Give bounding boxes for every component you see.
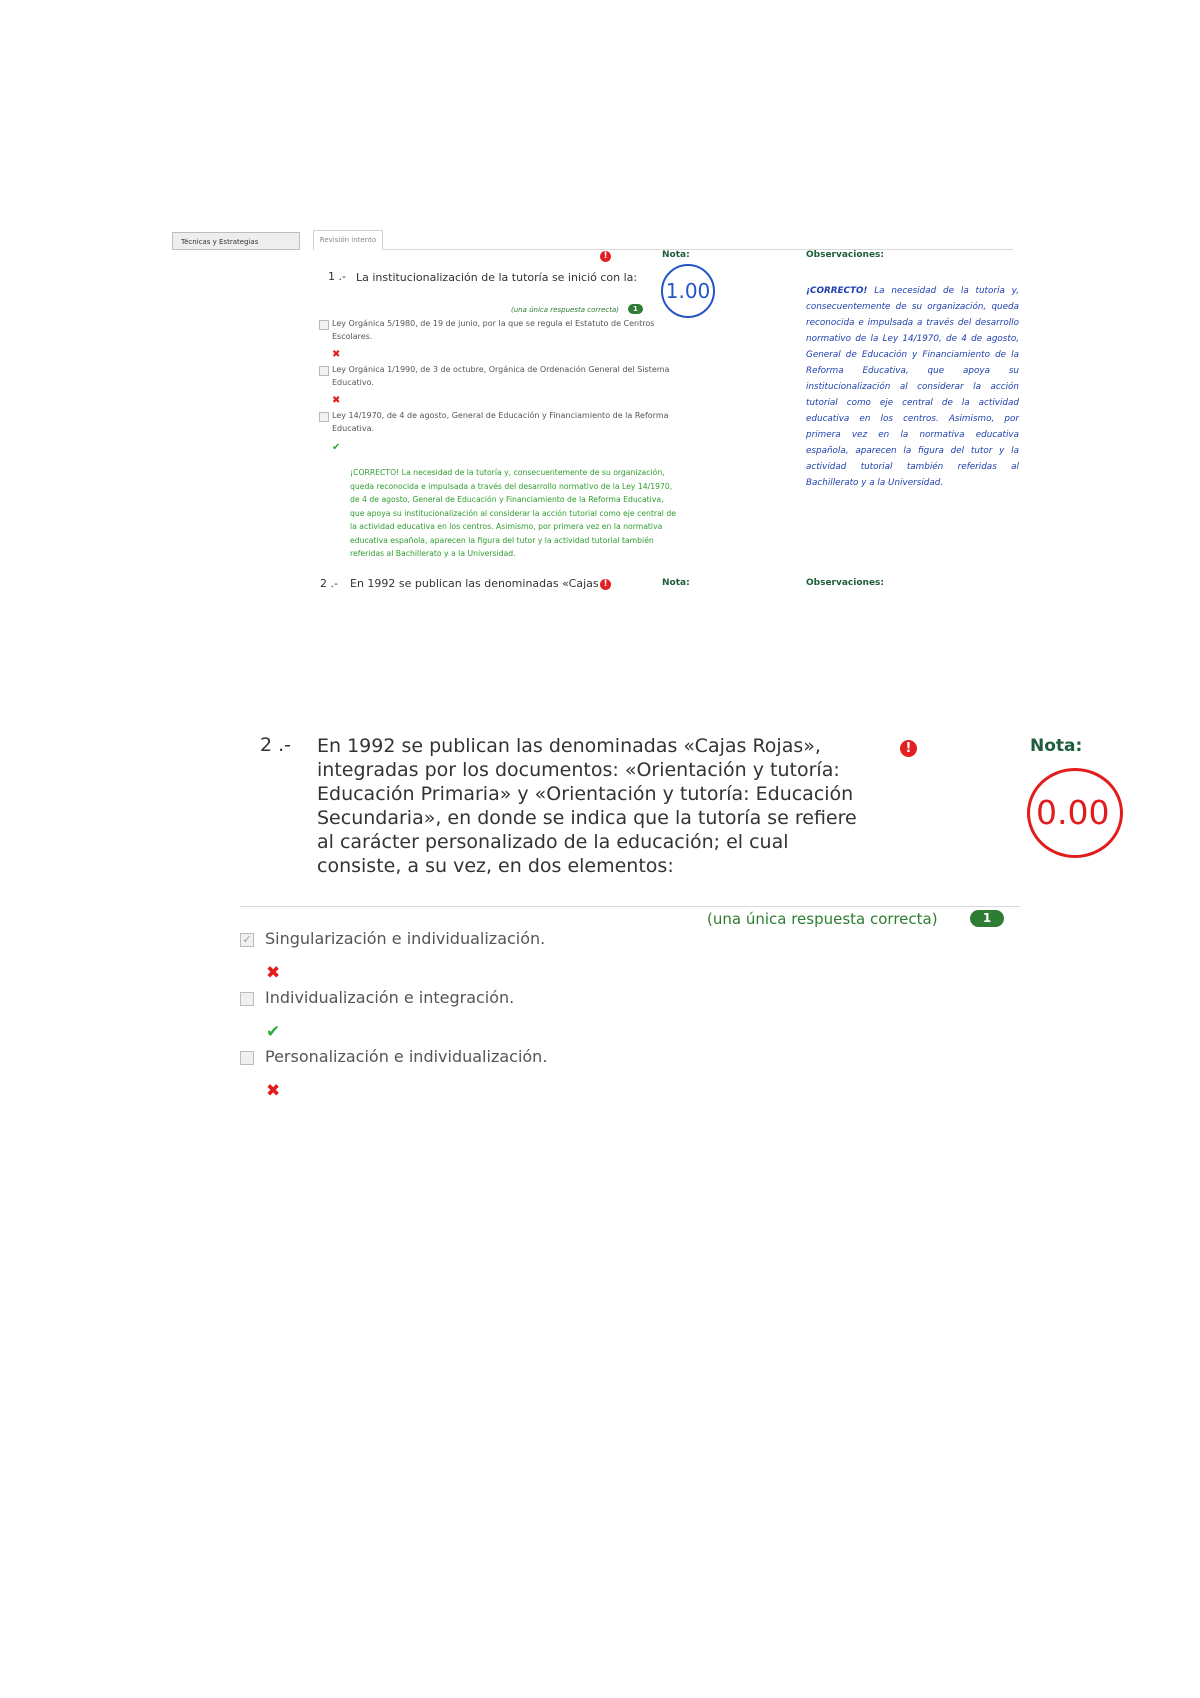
- option-checkbox[interactable]: [240, 1051, 254, 1065]
- cross-icon: ✖: [266, 963, 281, 983]
- alert-icon: !: [600, 579, 611, 590]
- option-checkbox[interactable]: [319, 412, 329, 422]
- grade-header: Nota:: [662, 578, 690, 588]
- option-label: Ley 14/1970, de 4 de agosto, General de Educación y Financiamiento de la Reforma Educativa.: [332, 411, 669, 433]
- option-label: Ley Orgánica 5/1980, de 19 de junio, por la que se regula el Estatuto de Centros Escolares.: [332, 319, 655, 341]
- option-checkbox-checked[interactable]: ✓: [240, 933, 254, 947]
- divider: [240, 906, 1020, 907]
- cross-icon: ✖: [332, 349, 341, 360]
- option-checkbox[interactable]: [319, 366, 329, 376]
- tab-review-attempt[interactable]: Revisión intento: [313, 230, 383, 250]
- quiz-review-screenshot-bottom: [240, 730, 1130, 1120]
- option-checkbox[interactable]: [240, 992, 254, 1006]
- answer-count-badge: 1: [628, 304, 643, 314]
- answer-hint: (una única respuesta correcta): [707, 910, 938, 928]
- observations-body: La necesidad de la tutoría y, consecuentemente de su organización, queda reconocida e impulsada a través del desarrollo normativo de la Ley 14/1970, de 4 de agosto, General de Educación y Financiamiento de la Reforma Educativa, que apoya su institucionalización al considerar la acción tutorial como eje central de la actividad educativa en los centros. Asimismo, por primera vez en la normativa educativa española, aparecen la figura del tutor y la actividad tutorial también referidas al Bachillerato y a la Universidad.: [806, 286, 1019, 488]
- question-number: 1 .-: [328, 270, 346, 283]
- check-icon: ✔: [332, 442, 341, 453]
- question-text: En 1992 se publican las denominadas «Cajas Rojas», integradas por los documentos: «Orientación y tutoría: Educación Primaria» y «Orientación y tutoría: Educación Secundaria», en donde se indica que la tutoría se refiere al carácter personalizado de la educación; el cual consiste, a su vez, en dos elementos:: [317, 735, 857, 877]
- answer-count-badge: 1: [970, 910, 1004, 927]
- alert-icon: !: [600, 251, 611, 262]
- feedback-correct: ¡CORRECTO! La necesidad de la tutoría y, consecuentemente de su organización, queda reconocida e impulsada a través del desarrollo normativo de la Ley 14/1970, de 4 de agosto, General de Educación y Financiamiento de la Reforma Educativa, que apoya su institucionalización al considerar la acción tutorial como eje central de la actividad educativa en los centros. Asimismo, por primera vez en la normativa educativa española, aparecen la figura del tutor y la actividad tutorial también referidas al Bachillerato y a la Universidad.: [350, 468, 676, 558]
- option-checkbox[interactable]: [319, 320, 329, 330]
- grade-header: Nota:: [1030, 736, 1083, 756]
- observations-text: [806, 283, 1019, 491]
- score-circle: 1.00: [661, 264, 715, 318]
- option-label: Personalización e individualización.: [265, 1047, 548, 1066]
- grade-header: Nota:: [662, 250, 690, 260]
- question-text: La institucionalización de la tutoría se inició con la:: [356, 271, 638, 284]
- score-circle: 0.00: [1027, 768, 1123, 858]
- option-label: Individualización e integración.: [265, 988, 515, 1007]
- question-text: En 1992 se publican las denominadas «Cajas: [350, 577, 599, 590]
- check-icon: ✔: [266, 1022, 281, 1042]
- question-number: 2 .-: [320, 577, 338, 590]
- sidebar-button[interactable]: Técnicas y Estrategias: [172, 232, 300, 250]
- observations-header: Observaciones:: [806, 578, 885, 588]
- quiz-review-screenshot-top: [168, 220, 1038, 650]
- option-label: Singularización e individualización.: [265, 929, 546, 948]
- observations-lead: ¡CORRECTO!: [806, 286, 868, 296]
- option-label: Ley Orgánica 1/1990, de 3 de octubre, Orgánica de Ordenación General del Sistema Educativo.: [332, 365, 670, 387]
- alert-icon: !: [900, 740, 917, 757]
- cross-icon: ✖: [266, 1081, 281, 1101]
- observations-header: Observaciones:: [806, 250, 885, 260]
- cross-icon: ✖: [332, 395, 341, 406]
- question-number: 2 .-: [260, 734, 292, 756]
- answer-hint: (una única respuesta correcta): [511, 306, 620, 314]
